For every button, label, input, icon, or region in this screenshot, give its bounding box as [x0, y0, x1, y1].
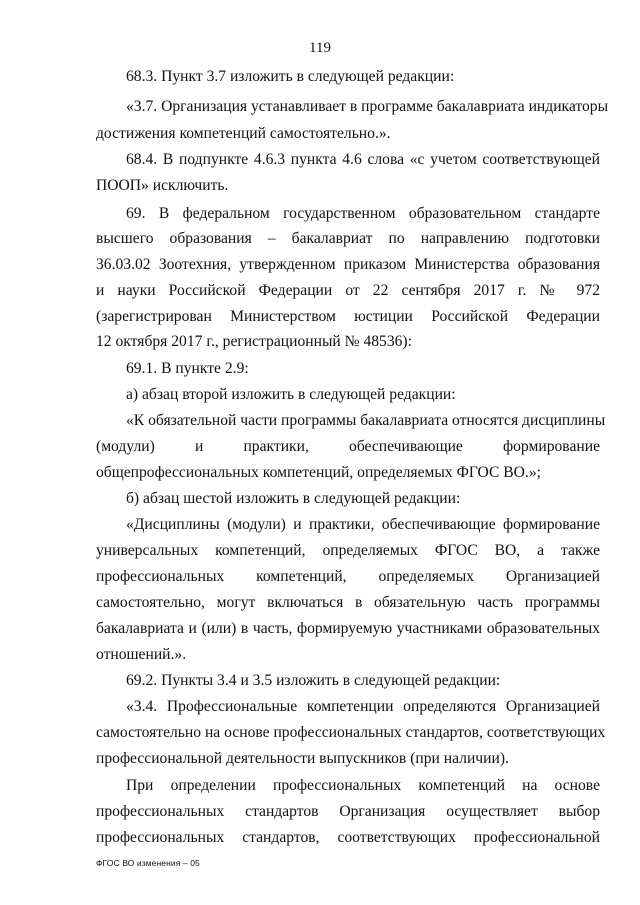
- paragraph-line: самостоятельно на основе профессиональных стандартов, соответствующих: [96, 724, 606, 741]
- paragraph-line: «3.4. Профессиональные компетенции определяются Организацией: [126, 698, 600, 715]
- paragraph-line: бакалавриата и (или) в часть, формируемую участниками образовательных: [96, 620, 600, 637]
- paragraph-line: (модули) и практики, обеспечивающие формирование: [96, 438, 600, 455]
- paragraph-line: 69.1. В пункте 2.9:: [126, 360, 249, 377]
- paragraph-line: 69.2. Пункты 3.4 и 3.5 изложить в следующей редакции:: [126, 672, 501, 689]
- paragraph-line: 68.3. Пункт 3.7 изложить в следующей редакции:: [126, 68, 455, 85]
- paragraph-line: а) абзац второй изложить в следующей редакции:: [126, 386, 456, 403]
- paragraph-line: 68.4. В подпункте 4.6.3 пункта 4.6 слова «с учетом соответствующей: [126, 151, 600, 168]
- paragraph-line: (зарегистрирован Министерством юстиции Российской Федерации: [96, 308, 600, 325]
- paragraph-line: При определении профессиональных компетенций на основе: [126, 777, 600, 794]
- paragraph-line: ПООП» исключить.: [96, 177, 229, 194]
- paragraph-line: высшего образования – бакалавриат по направлению подготовки: [96, 230, 600, 247]
- page-number: 119: [309, 40, 331, 56]
- paragraph-line: самостоятельно, могут включаться в обязательную часть программы: [96, 594, 600, 611]
- paragraph-line: достижения компетенций самостоятельно.».: [96, 125, 391, 142]
- paragraph-line: «К обязательной части программы бакалавриата относятся дисциплины: [126, 412, 606, 429]
- paragraph-line: профессиональных компетенций, определяемых Организацией: [96, 568, 600, 585]
- paragraph-line: профессиональной деятельности выпускников (при наличии).: [96, 750, 509, 767]
- paragraph-line: 36.03.02 Зоотехния, утвержденном приказом Министерства образования: [96, 256, 600, 273]
- paragraph-line: 69. В федеральном государственном образовательном стандарте: [126, 205, 600, 222]
- paragraph-line: б) абзац шестой изложить в следующей редакции:: [126, 490, 461, 507]
- paragraph-line: профессиональных стандартов, соответствующих профессиональной: [96, 829, 600, 846]
- paragraph-line: профессиональных стандартов Организация осуществляет выбор: [96, 803, 600, 820]
- paragraph-line: универсальных компетенций, определяемых ФГОС ВО, а также: [96, 542, 600, 559]
- paragraph-line: и науки Российской Федерации от 22 сентября 2017 г. № 972: [96, 282, 600, 299]
- paragraph-line: отношений.».: [96, 646, 187, 663]
- paragraph-line: общепрофессиональных компетенций, определяемых ФГОС ВО.»;: [96, 464, 541, 481]
- paragraph-line: «3.7. Организация устанавливает в программе бакалавриата индикаторы: [126, 98, 609, 115]
- page-footer: ФГОС ВО изменения – 05: [96, 858, 200, 868]
- paragraph-line: «Дисциплины (модули) и практики, обеспечивающие формирование: [126, 516, 600, 533]
- paragraph-line: 12 октября 2017 г., регистрационный № 48536):: [96, 333, 412, 350]
